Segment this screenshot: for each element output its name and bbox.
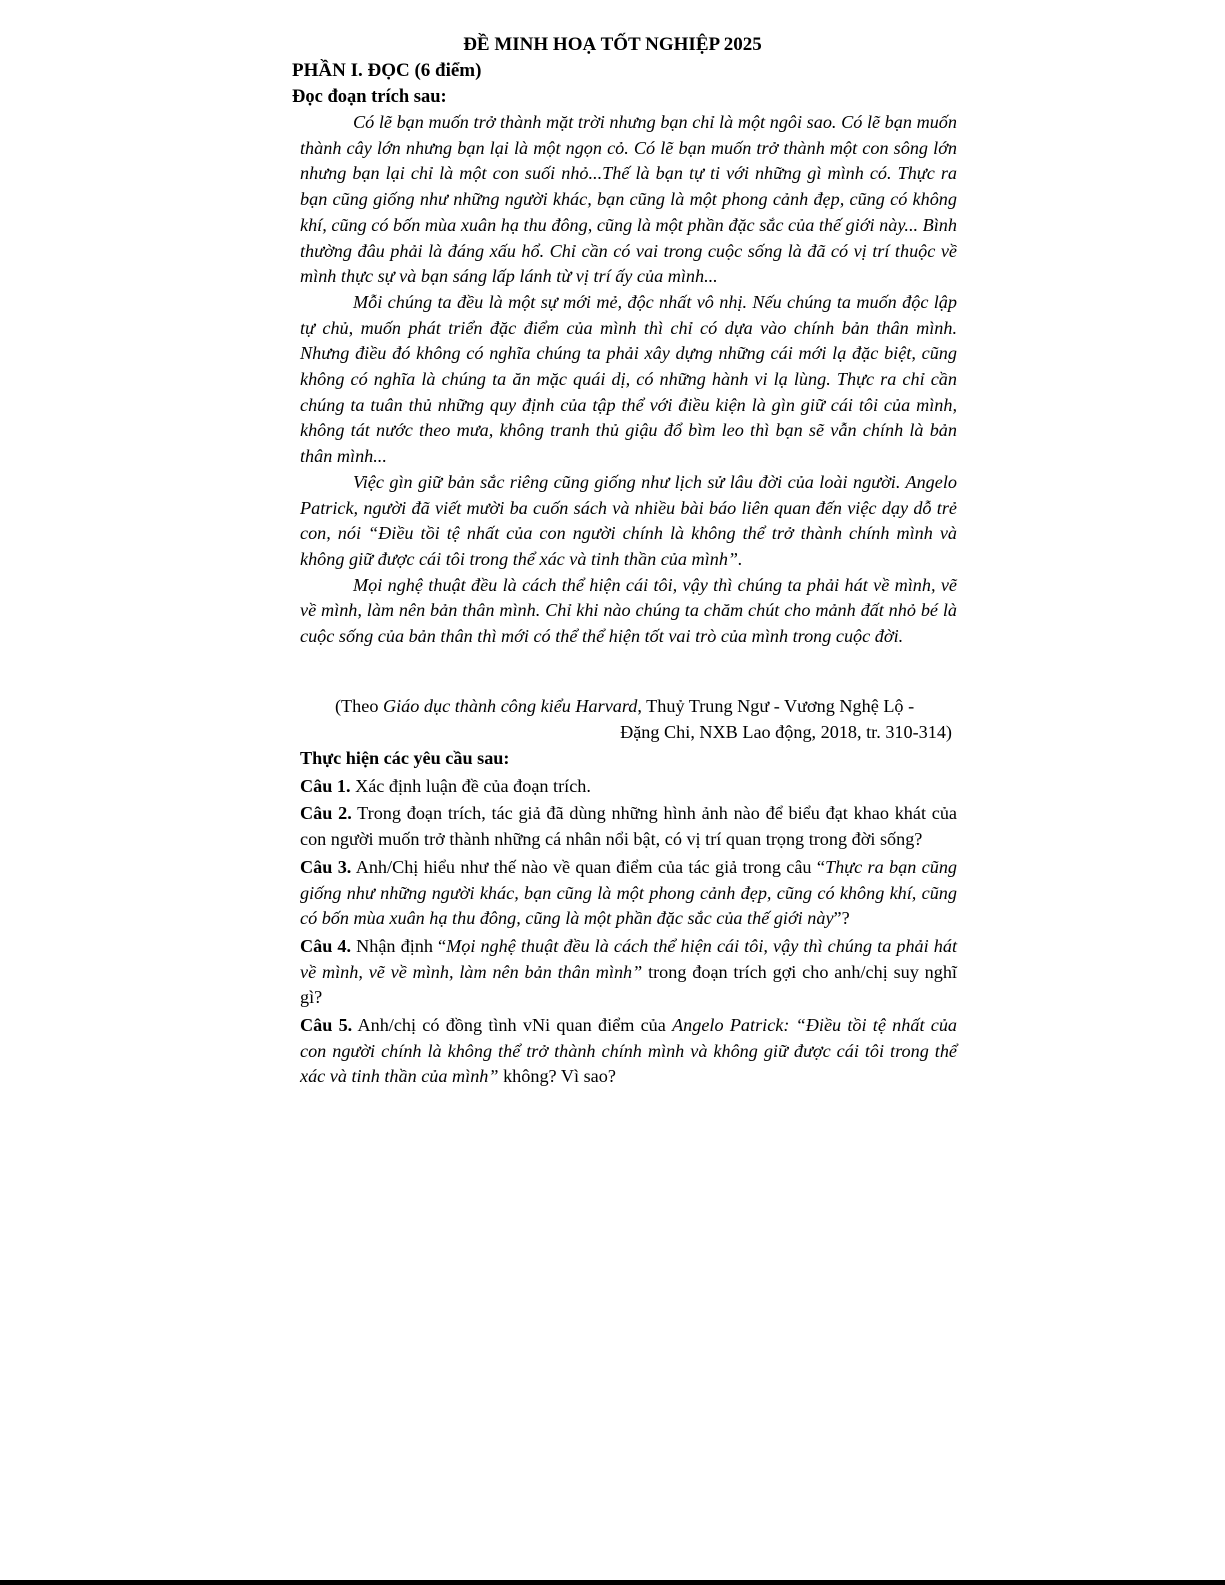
question-4 bbox=[300, 934, 957, 1011]
read-instruction: Đọc đoạn trích sau: bbox=[292, 87, 447, 107]
question-2-number: Câu 2. bbox=[300, 803, 352, 824]
passage-paragraph-2: Mỗi chúng ta đều là một sự mới mẻ, độc nhất vô nhị. Nếu chúng ta muốn độc lập tự chủ, muốn phát triển đặc điểm của mình thì chỉ có dựa vào chính bản thân mình. Nhưng điều đó không có nghĩa chúng ta phải xây dựng những cái mới lạ đặc biệt, cũng không có nghĩa là chúng ta ăn mặc quái dị, có những hành vi lạ lùng. Thực ra chỉ cần chúng ta tuân thủ những quy định của tập thể với điều kiện là gìn giữ cái tôi của mình, không tát nước theo mưa, không tranh thủ giậu đổ bìm leo thì bạn sẽ vẫn chính là bản thân mình... bbox=[300, 291, 957, 467]
question-1-text: Xác định luận đề của đoạn trích. bbox=[350, 775, 591, 796]
question-5-number: Câu 5. bbox=[300, 1015, 353, 1036]
passage-paragraph-4: Mọi nghệ thuật đều là cách thể hiện cái tôi, vậy thì chúng ta phải hát về mình, vẽ về mình, làm nên bản thân mình. Chỉ khi nào chúng ta chăm chút cho mảnh đất nhỏ bé là cuộc sống của bản thân thì mới có thể thể hiện tốt vai trò của mình trong cuộc đời. bbox=[300, 574, 957, 647]
citation-authors: , Thuỷ Trung Ngư - Vương Nghệ Lộ - bbox=[637, 696, 915, 716]
questions-heading: Thực hiện các yêu cầu sau: bbox=[300, 748, 510, 768]
question-3 bbox=[300, 855, 957, 932]
question-5-end: không? Vì sao? bbox=[498, 1066, 616, 1087]
question-4-number: Câu 4. bbox=[300, 935, 352, 956]
question-3-number: Câu 3. bbox=[300, 856, 352, 877]
passage-paragraph-3: Việc gìn giữ bản sắc riêng cũng giống như lịch sử lâu đời của loài người. Angelo Patrick, người đã viết mười ba cuốn sách và nhiều bài báo liên quan đến việc dạy dỗ trẻ con, nói “Điều tồi tệ nhất của con người chính là không thể trở thành chính mình và không giữ được cái tôi trong thể xác và tinh thần của mình”. bbox=[300, 471, 957, 569]
citation-book-title: Giáo dục thành công kiểu Harvard bbox=[382, 696, 638, 716]
question-5-quote: “Điều tồi tệ nhất của con người chính là không thể trở thành chính mình và không giữ được cái tôi trong thể xác và tinh thần của mình” bbox=[300, 1015, 958, 1087]
question-4-end: trong đoạn trích gợi cho anh/chị suy nghĩ gì? bbox=[300, 961, 957, 1008]
question-3-text: Anh/Chị hiểu như thế nào về quan điểm của tác giả trong câu “ bbox=[351, 856, 825, 877]
citation-line-1 bbox=[300, 694, 952, 720]
question-1 bbox=[300, 774, 957, 800]
citation-prefix: (Theo bbox=[335, 696, 383, 716]
source-citation bbox=[300, 694, 952, 745]
page-bottom-border bbox=[0, 1580, 1225, 1585]
question-1-number: Câu 1. bbox=[300, 775, 351, 796]
question-5-person: Angelo Patrick: bbox=[672, 1015, 790, 1036]
section-heading: PHẦN I. ĐỌC (6 điểm) bbox=[292, 60, 482, 81]
question-2 bbox=[300, 801, 957, 852]
citation-line-2: Đặng Chi, NXB Lao động, 2018, tr. 310-314) bbox=[620, 721, 952, 742]
question-5 bbox=[300, 1013, 957, 1090]
exam-title: ĐỀ MINH HOẠ TỐT NGHIỆP 2025 bbox=[463, 34, 762, 55]
question-4-text: Nhận định “ bbox=[351, 935, 447, 956]
question-2-text: Trong đoạn trích, tác giả đã dùng những hình ảnh nào để biểu đạt khao khát của con người muốn trở thành những cá nhân nổi bật, có vị trí quan trọng trong đời sống? bbox=[300, 803, 958, 850]
question-4-quote: Mọi nghệ thuật đều là cách thể hiện cái tôi, vậy thì chúng ta phải hát về mình, vẽ về mình, làm nên bản thân mình” bbox=[300, 935, 957, 982]
passage-paragraph-1: Có lẽ bạn muốn trở thành mặt trời nhưng bạn chỉ là một ngôi sao. Có lẽ bạn muốn thành cây lớn nhưng bạn lại là một ngọn cỏ. Có lẽ bạn muốn trở thành một con sông lớn nhưng bạn lại chỉ là một con suối nhỏ...Thế là bạn tự ti với những gì mình có. Thực ra bạn cũng giống như những người khác, bạn cũng là một phong cảnh đẹp, cũng có không khí, cũng có bốn mùa xuân hạ thu đông, cũng là một phần đặc sắc của thế giới này... Bình thường đâu phải là đáng xấu hổ. Chỉ cần có vai trong cuộc sống là đã có vị trí thuộc về mình thực sự và bạn sáng lấp lánh từ vị trí ấy của mình... bbox=[300, 112, 957, 287]
reading-passage bbox=[300, 110, 957, 650]
question-3-end: ”? bbox=[833, 908, 850, 929]
questions-section bbox=[300, 746, 957, 1092]
question-3-quote: Thực ra bạn cũng giống như những người khác, bạn cũng là một phong cảnh đẹp, cũng có không khí, cũng có bốn mùa xuân hạ thu đông, cũng là một phần đặc sắc của thế giới này bbox=[300, 856, 958, 929]
question-5-text: Anh/chị có đồng tình vNi quan điểm của bbox=[352, 1015, 673, 1036]
